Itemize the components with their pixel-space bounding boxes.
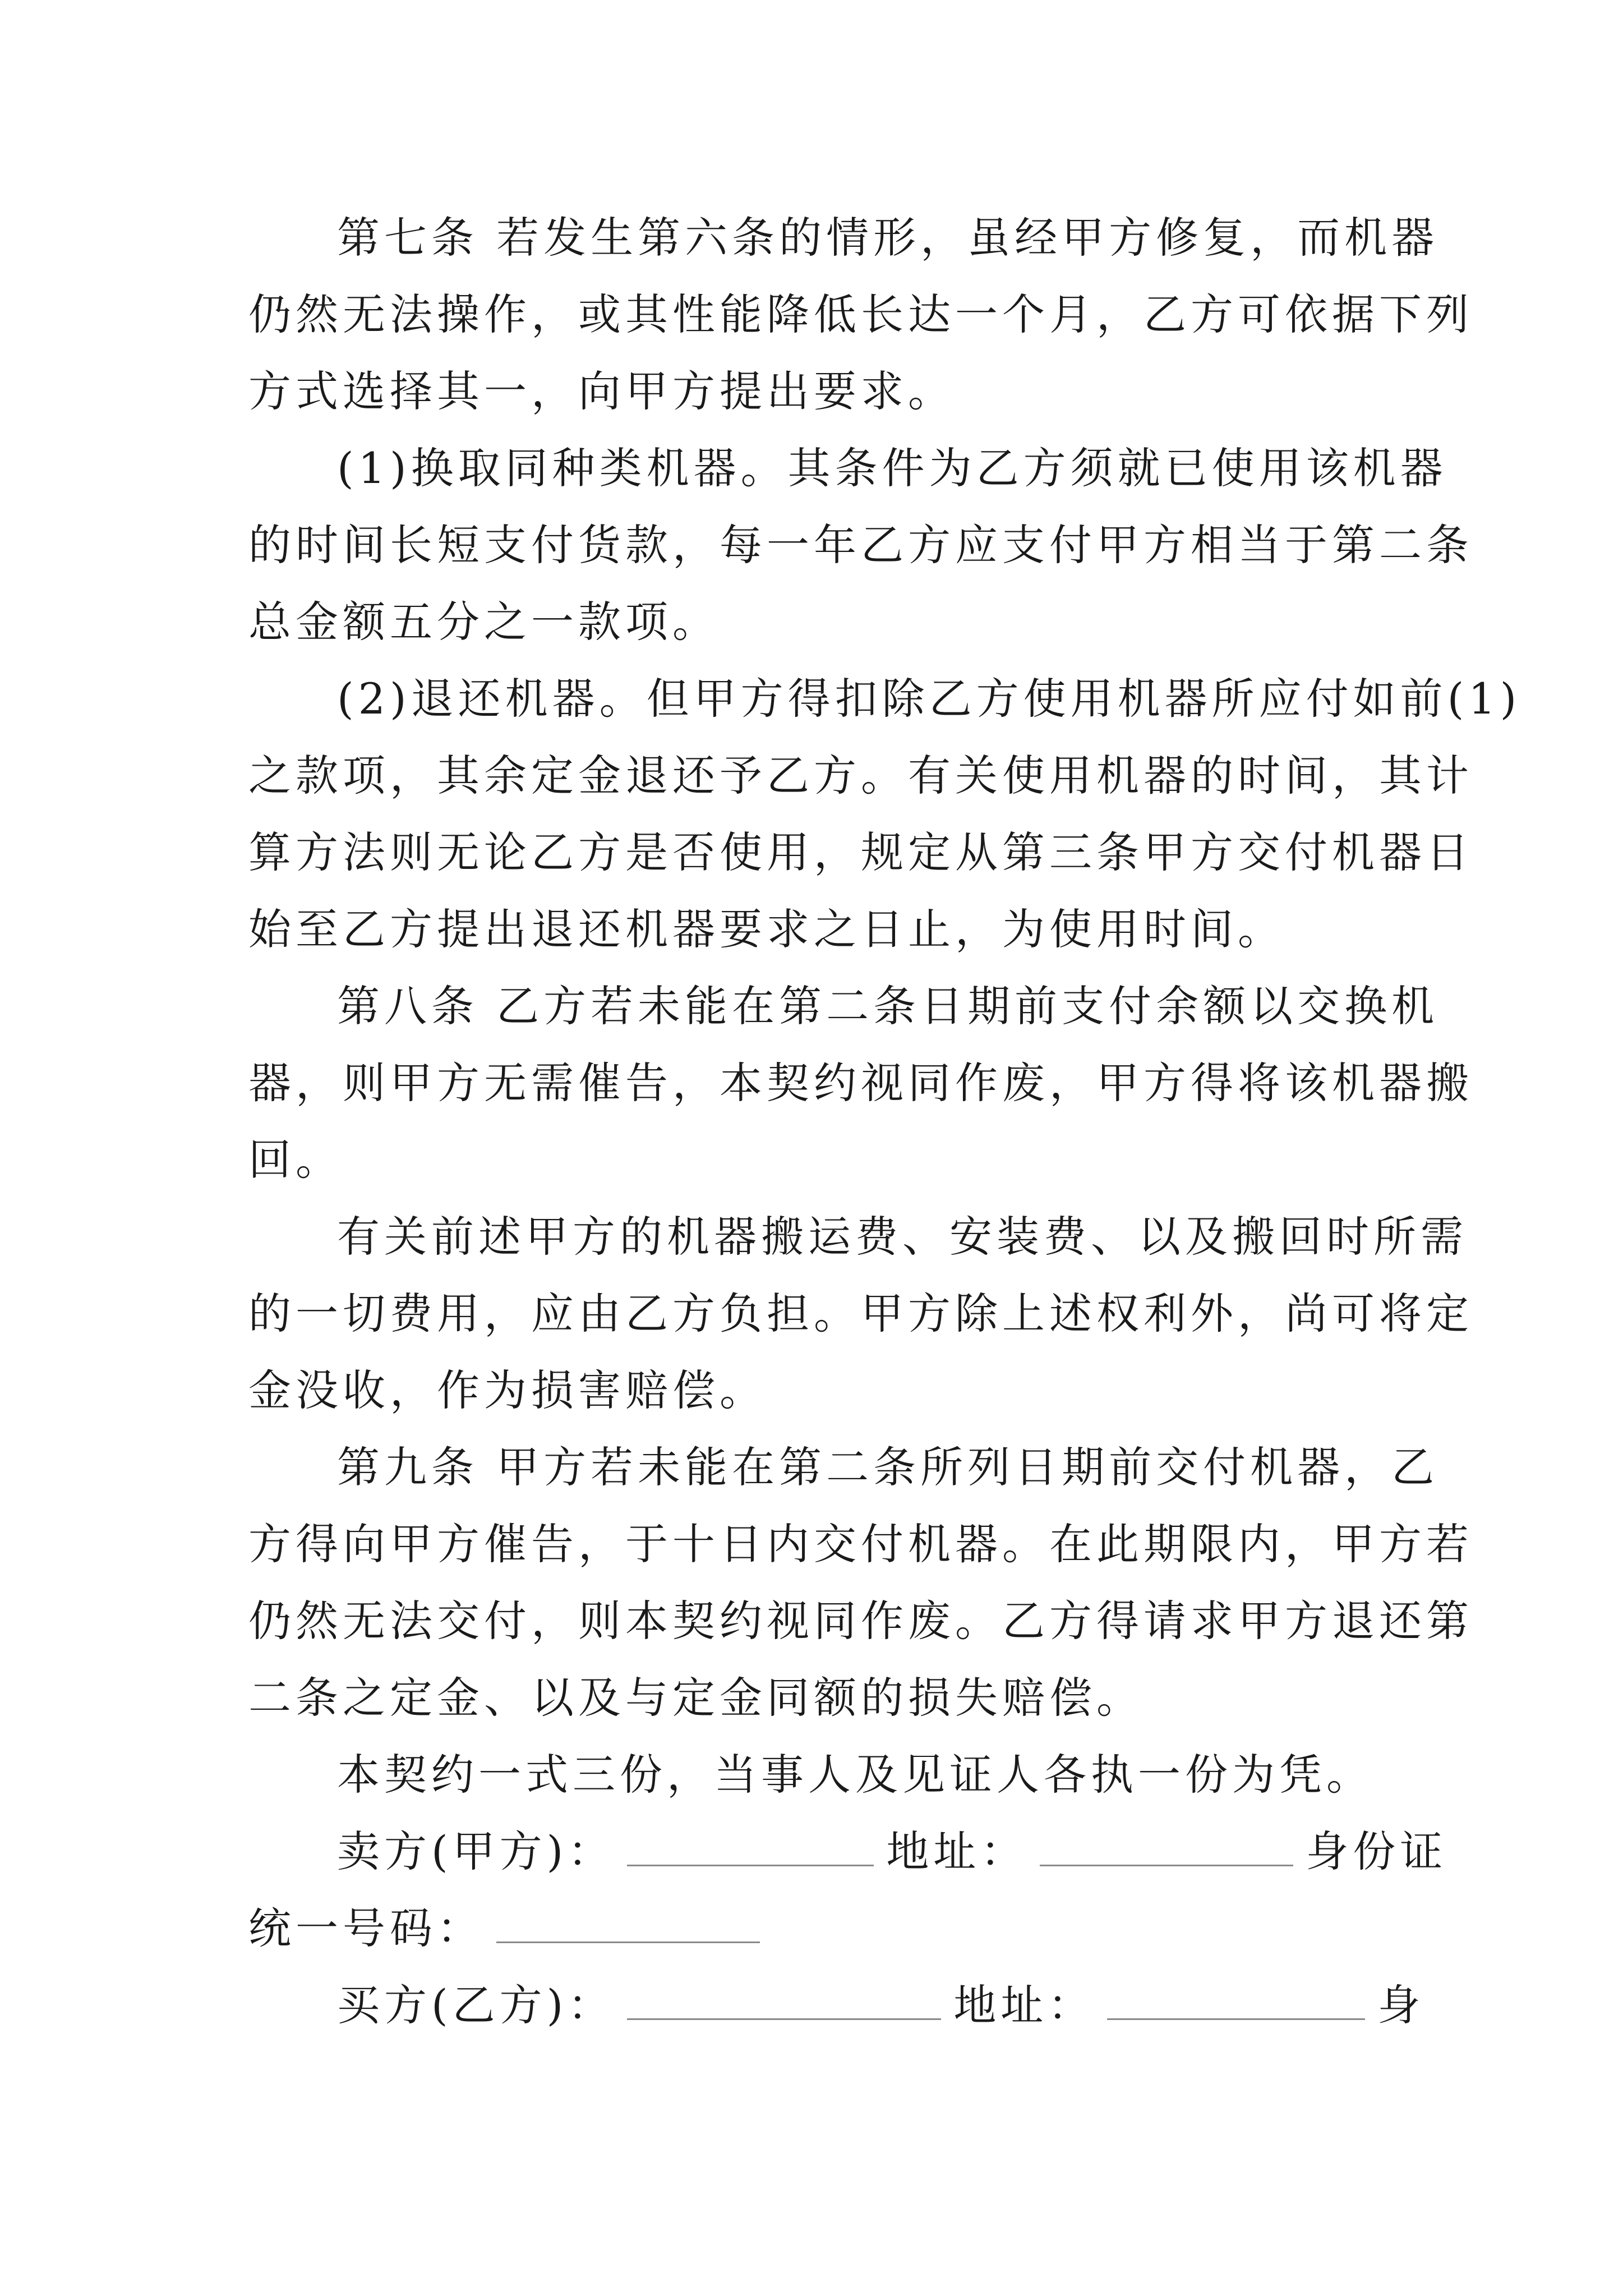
paragraph-line: 的一切费用，应由乙方负担。甲方除上述权利外，尚可将定 — [248, 1289, 1473, 1338]
seller-id-line — [248, 1890, 1381, 1967]
paragraph-line: 始至乙方提出退还机器要求之日止，为使用时间。 — [248, 904, 1285, 954]
paragraph-line: 回。 — [248, 1135, 343, 1185]
paragraph-line: 第八条 乙方若未能在第二条日期前支付余额以交换机 — [337, 981, 1439, 1031]
seller-label: 卖方(甲方)： — [337, 1826, 615, 1876]
paragraph-line: 仍然无法交付，则本契约视同作废。乙方得请求甲方退还第 — [248, 1596, 1473, 1646]
seller-signature-line — [248, 1813, 1447, 1890]
paragraph-line: 第九条 甲方若未能在第二条所列日期前交付机器，乙 — [337, 1442, 1439, 1492]
paragraph-line: 方式选择其一，向甲方提出要求。 — [248, 366, 955, 416]
buyer-id-label: 身 — [1377, 1980, 1425, 2030]
paragraph-line: 本契约一式三份，当事人及见证人各执一份为凭。 — [337, 1750, 1373, 1800]
buyer-address-label: 地址： — [953, 1980, 1095, 2030]
seller-id-label-cont: 统一号码： — [248, 1903, 484, 1953]
seller-id-label: 身份证 — [1306, 1826, 1447, 1876]
buyer-signature-line — [248, 1967, 1425, 2044]
buyer-label: 买方(乙方)： — [337, 1980, 615, 2030]
seller-address-blank[interactable] — [1040, 1831, 1293, 1866]
paragraph-line: 二条之定金、以及与定金同额的损失赔偿。 — [248, 1673, 1144, 1723]
paragraph-line: 总金额五分之一款项。 — [248, 597, 720, 647]
paragraph-line: 之款项，其余定金退还予乙方。有关使用机器的时间，其计 — [248, 751, 1473, 800]
contract-text — [248, 199, 1521, 2044]
paragraph-line: 器，则甲方无需催告，本契约视同作废，甲方得将该机器搬 — [248, 1058, 1473, 1108]
seller-name-blank[interactable] — [627, 1831, 874, 1866]
buyer-name-blank[interactable] — [627, 1985, 941, 2020]
paragraph-line: 金没收，作为损害赔偿。 — [248, 1365, 767, 1415]
seller-address-label: 地址： — [886, 1826, 1028, 1876]
paragraph-line: 的时间长短支付货款，每一年乙方应支付甲方相当于第二条 — [248, 520, 1473, 570]
paragraph-line: (2)退还机器。但甲方得扣除乙方使用机器所应付如前(1) — [337, 674, 1521, 724]
paragraph-line: 有关前述甲方的机器搬运费、安装费、以及搬回时所需 — [337, 1212, 1468, 1262]
buyer-address-blank[interactable] — [1107, 1985, 1365, 2020]
paragraph-line: 方得向甲方催告，于十日内交付机器。在此期限内，甲方若 — [248, 1519, 1473, 1569]
paragraph-line: (1)换取同种类机器。其条件为乙方须就已使用该机器 — [337, 443, 1447, 493]
paragraph-line: 算方法则无论乙方是否使用，规定从第三条甲方交付机器日 — [248, 827, 1473, 877]
paragraph-line: 仍然无法操作，或其性能降低长达一个月，乙方可依据下列 — [248, 289, 1473, 339]
seller-id-blank[interactable] — [496, 1908, 760, 1943]
paragraph-line: 第七条 若发生第六条的情形，虽经甲方修复，而机器 — [337, 213, 1439, 263]
